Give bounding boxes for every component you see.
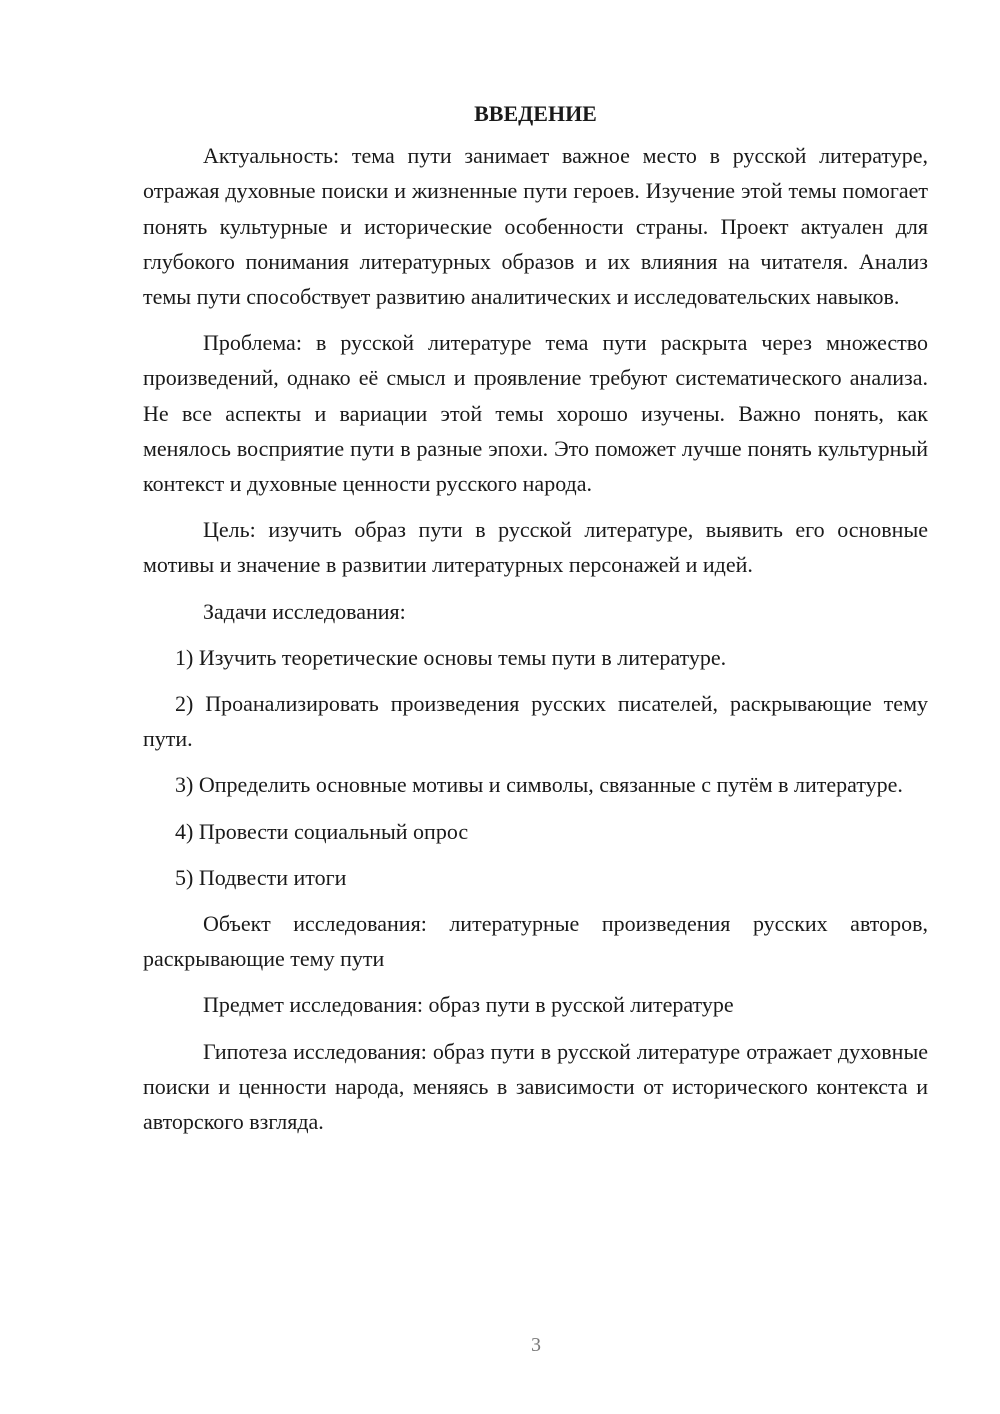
task-item: 3) Определить основные мотивы и символы, связанные с путём в литературе. [175,772,903,798]
task-item: 5) Подвести итоги [175,864,347,890]
tasks-heading: Задачи исследования: [203,598,406,624]
page-number: 3 [531,1334,541,1356]
paragraph-relevance: Актуальность: тема пути занимает важное место в русской литературе, отражая духовные поиски и жизненные пути героев. Изучение этой темы помогает понять культурные и исторические особенности страны. Проект актуален для глубокого понимания литературных образов и их влияния на читателя. Анализ темы пути способствует развитию аналитических и исследовательских навыков. [143,143,928,310]
task-item: 2) Проанализировать произведения русских писателей, раскрывающие тему пути. [143,691,928,752]
paragraph-problem: Проблема: в русской литературе тема пути раскрыта через множество произведений, однако её смысл и проявление требуют систематического анализа. Не все аспекты и вариации этой темы хорошо изучены. Важно понять, как менялось восприятие пути в разные эпохи. Это поможет лучше понять культурный контекст и духовные ценности русского народа. [143,330,928,497]
document-title: ВВЕДЕНИЕ [474,101,597,126]
paragraph-hypothesis: Гипотеза исследования: образ пути в русской литературе отражает духовные поиски и ценности народа, меняясь в зависимости от исторического контекста и авторского взгляда. [143,1038,928,1135]
paragraph-goal: Цель: изучить образ пути в русской литературе, выявить его основные мотивы и значение в развитии литературных персонажей и идей. [143,517,928,578]
task-item: 4) Провести социальный опрос [175,818,469,844]
document-page [143,96,928,1150]
paragraph-subject: Предмет исследования: образ пути в русской литературе [203,992,734,1018]
task-item: 1) Изучить теоретические основы темы пути в литературе. [175,644,727,670]
paragraph-object: Объект исследования: литературные произведения русских авторов, раскрывающие тему пути [143,911,928,972]
